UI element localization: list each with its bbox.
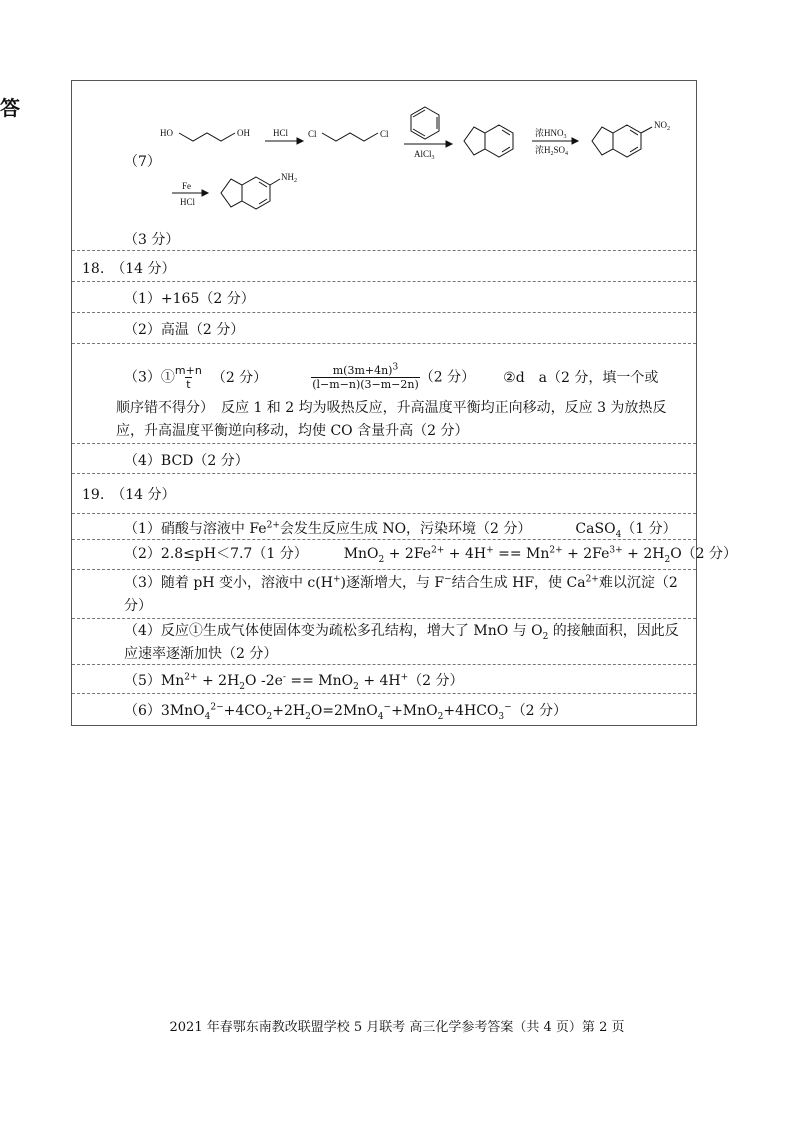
q17-part7-score: （3 分） — [124, 232, 180, 248]
q18-answer3-explanation: 顺序错不得分） 反应 1 和 2 均为吸热反应，升高温度平衡均正向移动，反应 3 为放热反应，升高温度平衡逆向移动，均使 CO 含量升高（2 分） — [116, 400, 667, 439]
q19-answer6: $(6)3MnO_4^{2-}+4CO_2+2H_2O=2MnO_4^-+MnO_2+4HCO_3^-(2$ 分） — [124, 702, 568, 722]
q18-answer2-row — [72, 313, 696, 344]
q18-answer1-row — [72, 282, 696, 313]
reagent-hcl-1: HCl — [273, 128, 289, 138]
reagent-alcl3: AlCl$_3$ — [414, 149, 435, 161]
q18-answer3-line1 — [124, 364, 658, 391]
benzene-ring — [411, 107, 439, 139]
q19-answer2: （2）2.8≤pH＜7.7（1 分） $MnO_2 + 2Fe^{2+} + 4H^+ == Mn^{2+} + 2Fe^{3+} + 2H_2O(2$ 分） — [124, 545, 738, 565]
q19-answer4: （4）反应①生成气体使固体变为疏松多孔结构，增大了 MnO 与 $O_2$ 的接触面积，因此反应速率逐渐加快（2 分） — [124, 623, 679, 662]
page-edge-character: 答 — [0, 96, 20, 120]
q19-answer1-row — [72, 514, 696, 540]
reagent-hno3: 浓$HNO_3$ — [535, 128, 567, 140]
q19-header-row — [72, 474, 696, 514]
q19-answer5: $(5)Mn^{2+} + 2H_2O$ -2e- == MnO$_2$ + 4H+（2 分） — [124, 672, 464, 692]
diol-chain — [179, 133, 235, 141]
reagent-fe: Fe — [182, 181, 191, 191]
amine-label: $NH_2$ — [281, 172, 297, 184]
q18-answer3-fraction2: $\frac{m(3m+4n)^3}{(l-m-n)(3-m-2n)}$ — [312, 362, 419, 391]
arrow-3-head — [572, 138, 578, 144]
answer-table — [71, 80, 738, 726]
q18-answer1: （1）+165（2 分） — [124, 291, 255, 307]
diol-oh-label: OH — [237, 128, 250, 138]
q19-answer3: （3）随着 pH 变小，溶液中 c(H+)逐渐增大，与 F−结合生成 HF，使 $Ca^{2+}$难以沉淀（2 分） — [124, 574, 678, 614]
q18-answer4: （4）BCD（2 分） — [124, 453, 249, 469]
synthesis-scheme — [72, 81, 696, 251]
dichloro-cl-left: Cl — [308, 129, 317, 139]
q18-header-row — [72, 251, 696, 282]
indane-3-benzene — [242, 177, 270, 209]
q17-part7-label: （7） — [124, 154, 161, 170]
indane-1-ring — [464, 127, 485, 155]
q18-answer3-row — [72, 344, 696, 444]
arrow-4-head — [202, 190, 208, 196]
page-footer: 2021 年春鄂东南教改联盟学校 5 月联考 高三化学参考答案（共 4 页）第 2 页 — [169, 1020, 625, 1035]
q19-answer6-row — [72, 694, 696, 726]
q19-answer5-row — [72, 665, 696, 694]
q19-answer4-row — [72, 619, 696, 665]
indane-2-ring — [592, 127, 613, 155]
q19-answer1: （1）硝酸与溶液中 $Fe^{2+}$会发生反应生成 NO，污染环境（2 分） CaSO$_4$（1 分） — [124, 520, 677, 540]
q18-header: 18. （14 分） — [82, 261, 176, 277]
indane-3-ring — [221, 179, 242, 207]
indane-1-benzene — [485, 125, 513, 157]
reagent-hcl-2: HCl — [180, 197, 196, 207]
amine-bond — [270, 179, 280, 185]
dichloro-cl-right: Cl — [380, 129, 389, 139]
arrow-1-head — [297, 138, 303, 144]
q18-answer3-fraction1: $\frac{m+n}{t}$ — [174, 364, 202, 391]
q18-answer4-row — [72, 444, 696, 474]
q18-answer3-score2: （2 分） — [419, 369, 476, 386]
q19-answer3-row — [72, 570, 696, 619]
dichloro-chain — [322, 133, 378, 141]
q18-answer2: （2）高温（2 分） — [124, 322, 245, 338]
diol-ho-label: HO — [160, 128, 173, 138]
q18-answer3-score1: （2 分） — [211, 369, 268, 386]
arrow-2-head — [446, 141, 452, 147]
q18-answer3-prefix: （3）① — [124, 369, 175, 386]
q19-answer2-row — [72, 540, 738, 570]
q18-answer3-part2: ②d a（2 分，填一个或 — [503, 369, 659, 386]
reagent-h2so4: 浓$H_2SO_4$ — [535, 145, 569, 157]
indane-2-benzene — [613, 125, 641, 157]
nitro-label: $NO_2$ — [654, 120, 670, 132]
q17-part7-row — [72, 81, 696, 251]
q19-header: 19. （14 分） — [82, 487, 176, 503]
nitro-bond — [641, 127, 652, 133]
